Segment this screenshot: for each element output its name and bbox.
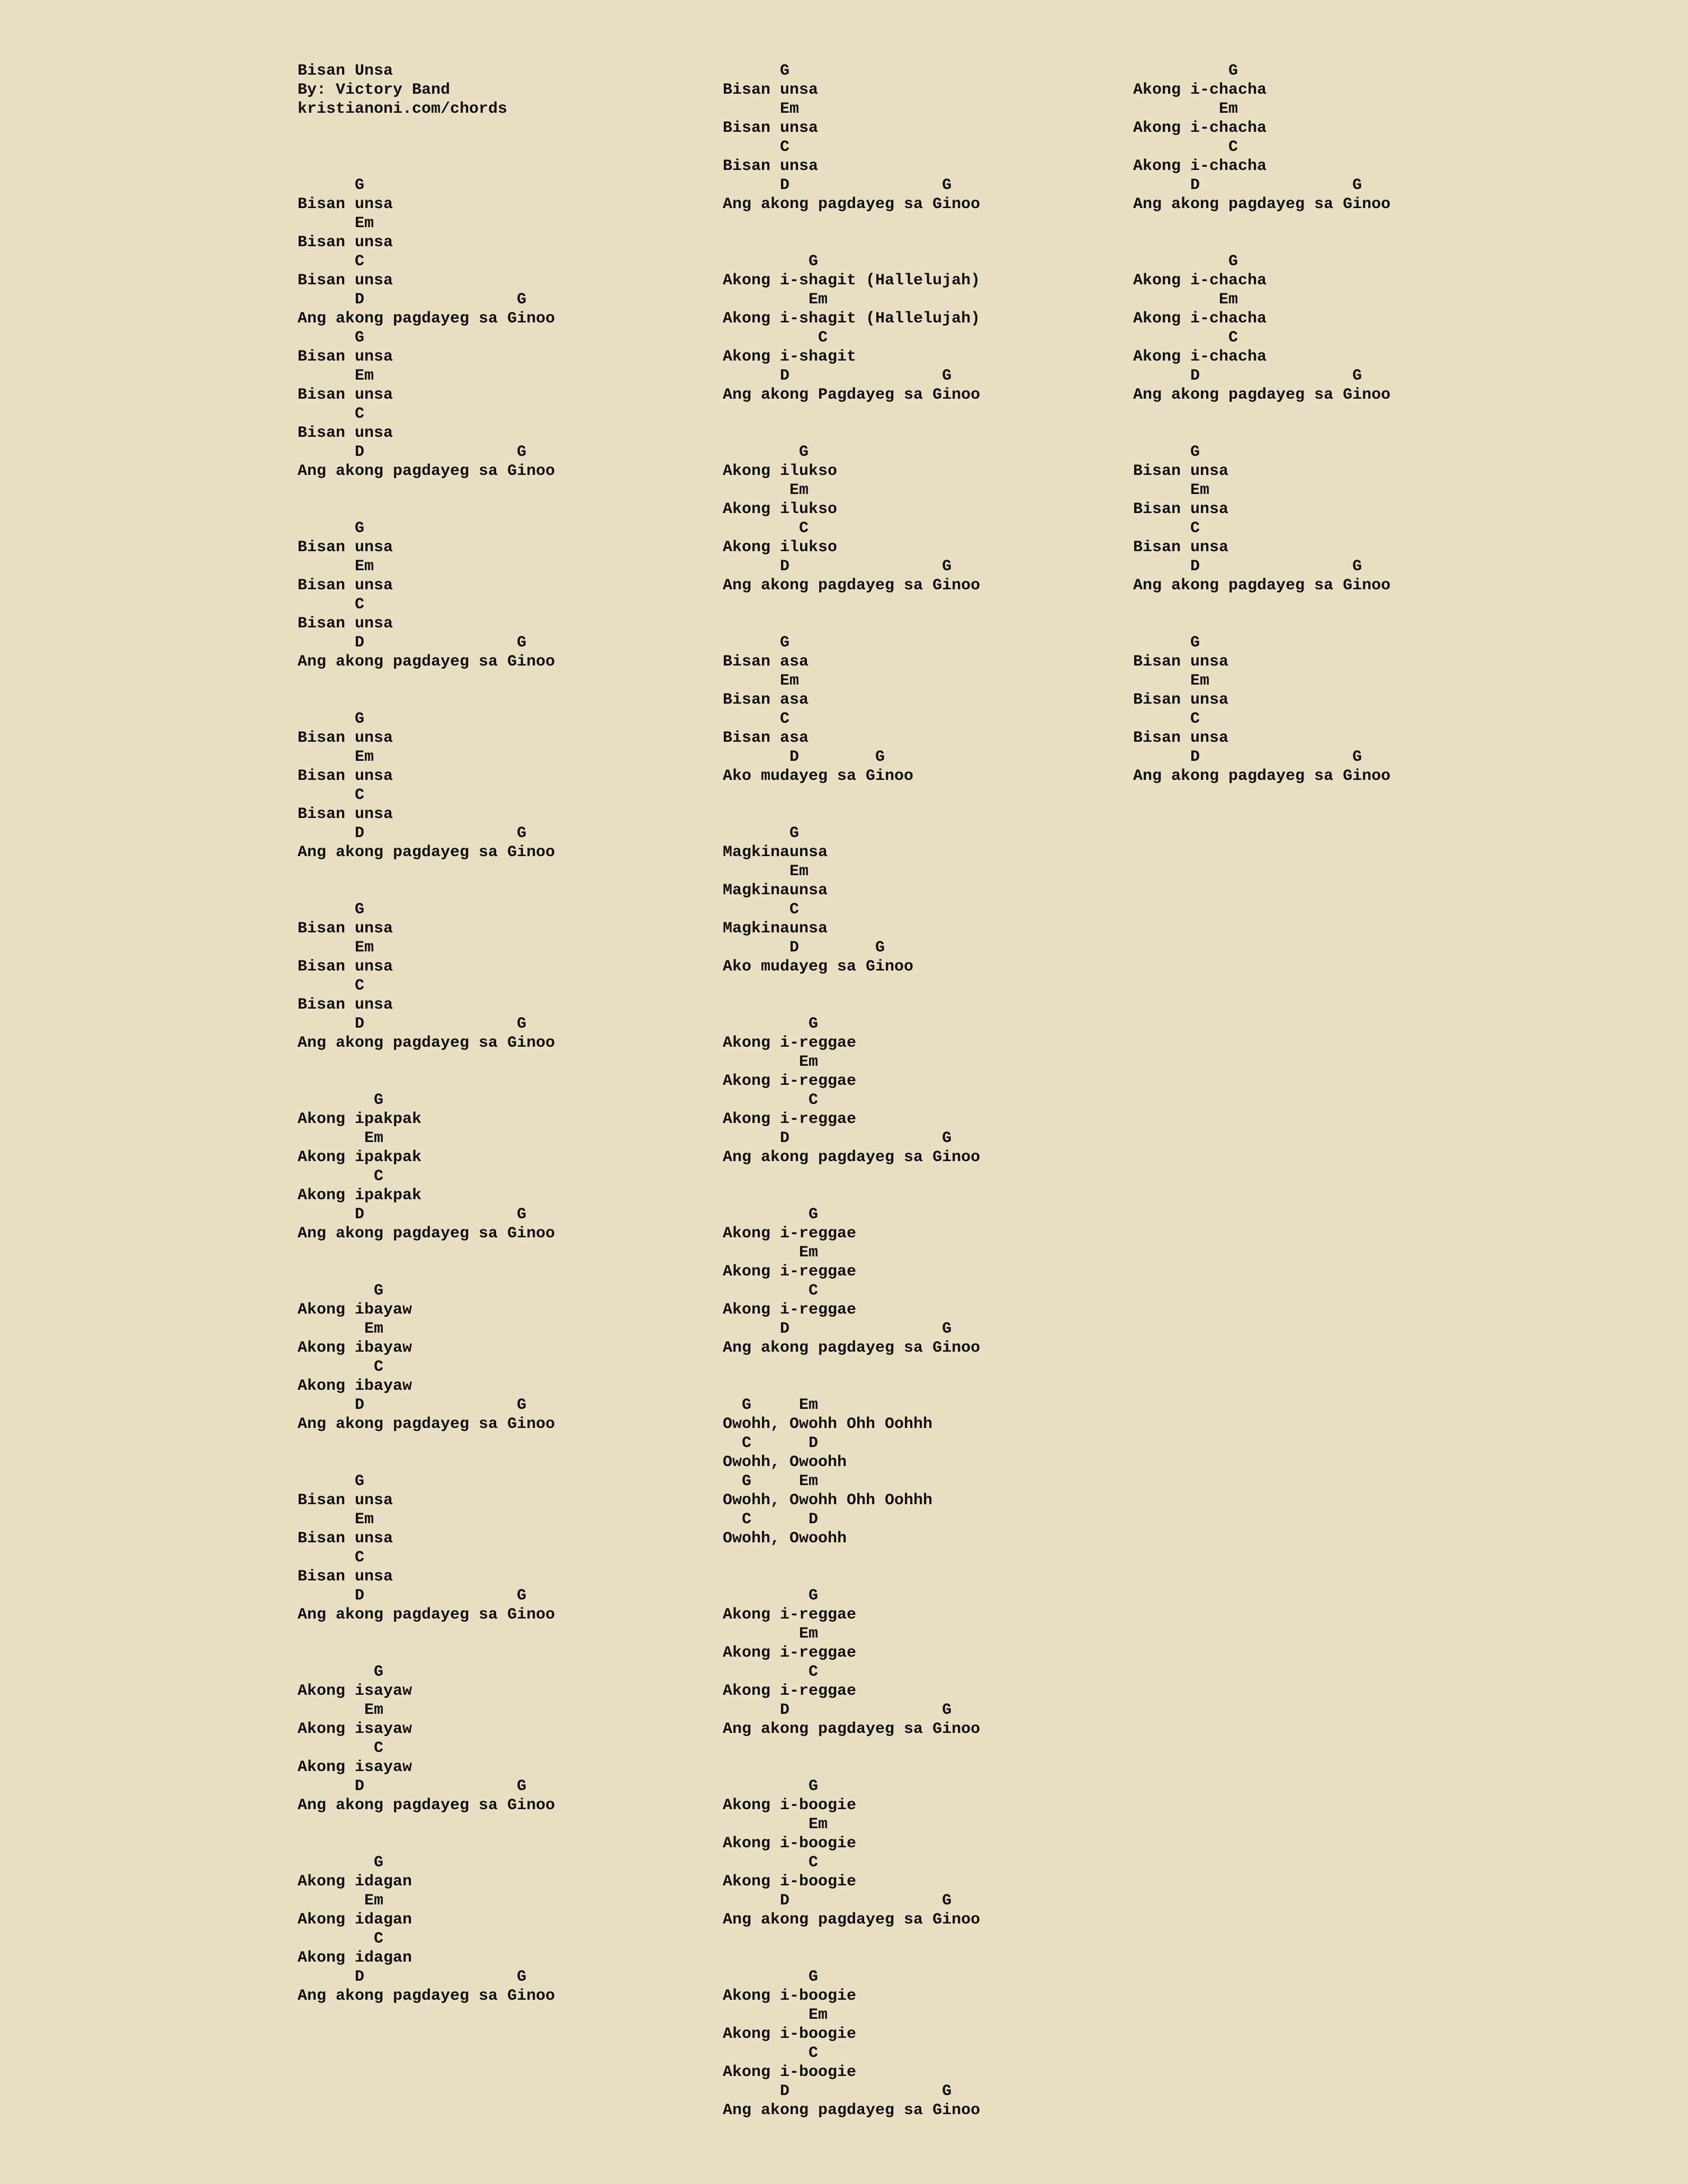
chord-line: G [1133,62,1238,80]
chord-line: G [1133,253,1238,271]
source-credit: kristianoni.com/chords [298,100,508,118]
blank-line [723,1948,980,1967]
chord-line: G [298,901,365,919]
lyric-line: Bisan unsa [298,767,393,785]
blank-line [298,481,555,500]
lyric-line: Ang akong pagdayeg sa Ginoo [723,1148,981,1166]
lyric-line: Owohh, Owohh Ohh Oohhh [723,1415,933,1433]
blank-line [723,1758,980,1777]
lyric-line: Ang akong pagdayeg sa Ginoo [723,577,981,595]
lyric-line: Akong i-chacha [1133,272,1267,290]
blank-line [723,1929,980,1948]
lyric-line: Akong isayaw [298,1720,412,1738]
chord-line: D G [298,1777,527,1795]
chord-line: G [1133,634,1200,652]
lyric-line: Akong i-shagit (Hallelujah) [723,272,981,290]
chord-line: C [723,901,800,919]
chord-line: Em [723,862,809,880]
chord-line: C [723,710,790,728]
lyric-line: Bisan unsa [723,81,819,99]
blank-line [298,138,555,157]
chord-line: D G [1133,176,1362,194]
lyric-line: Ako mudayeg sa Ginoo [723,767,914,785]
chord-line: Em [1133,100,1238,118]
chord-line: G [723,443,809,461]
chord-line: D G [723,558,952,576]
lyric-line: Ang akong pagdayeg sa Ginoo [723,1720,981,1738]
lyric-line: Akong ibayaw [298,1339,412,1357]
chord-line: C [298,1167,384,1185]
lyric-line: Akong i-boogie [723,2025,857,2043]
lyric-line: Ang akong pagdayeg sa Ginoo [723,1339,981,1357]
chord-line: G [298,176,365,194]
lyric-line: Bisan unsa [298,615,393,633]
chord-line: Em [723,291,828,309]
lyric-line: Bisan unsa [1133,538,1229,556]
blank-line [1133,233,1390,252]
lyric-line: Akong i-reggae [723,1225,857,1243]
chord-line: G [298,1091,384,1109]
lyric-line: Bisan unsa [298,538,393,556]
chord-line: G [298,710,365,728]
blank-line [723,995,980,1014]
chord-line: D G [298,1015,527,1033]
lyric-line: Ang akong pagdayeg sa Ginoo [1133,577,1391,595]
lyric-line: Ang akong pagdayeg sa Ginoo [298,1606,555,1624]
chord-line: D G [298,1968,527,1986]
lyric-line: Ang akong pagdayeg sa Ginoo [298,843,555,861]
chord-line: Em [298,1511,374,1529]
chord-line: D G [298,291,527,309]
chord-line: C [298,596,365,614]
lyric-line: Ang akong pagdayeg sa Ginoo [1133,195,1391,213]
blank-line [298,157,555,176]
lyric-line: Akong ilukso [723,538,838,556]
chord-line: Em [723,1053,819,1071]
blank-line [723,1567,980,1586]
lyric-line: Bisan unsa [298,195,393,213]
chord-line: C [1133,329,1238,347]
lyric-line: Bisan unsa [298,577,393,595]
lyric-line: Bisan unsa [1133,500,1229,518]
lyric-line: Akong ibayaw [298,1377,412,1395]
lyric-line: Akong idagan [298,1949,412,1967]
lyric-line: Akong ilukso [723,462,838,480]
lyric-line: Bisan unsa [298,920,393,938]
chord-line: Em [723,1244,819,1262]
lyric-line: Ang akong pagdayeg sa Ginoo [298,1415,555,1433]
lyric-line: Akong i-chacha [1133,310,1267,328]
chord-line: D G [723,1701,952,1719]
lyric-line: Bisan asa [723,729,809,747]
blank-line [298,881,555,900]
lyric-line: Akong ipakpak [298,1187,422,1205]
lyric-line: Bisan unsa [1133,462,1229,480]
lyric-line: Ang akong pagdayeg sa Ginoo [723,1911,981,1929]
chord-line: D G [723,1129,952,1147]
lyric-line: Akong i-chacha [1133,119,1267,137]
lyric-line: Ang akong pagdayeg sa Ginoo [298,1225,555,1243]
lyric-line: Bisan unsa [298,424,393,442]
chord-line: Em [298,748,374,766]
chord-line: Em [723,2006,828,2024]
chord-line: D G [1133,748,1362,766]
lyric-line: Ang akong pagdayeg sa Ginoo [298,1034,555,1052]
lyric-line: Bisan unsa [1133,729,1229,747]
blank-line [298,1453,555,1472]
lyric-line: Bisan unsa [298,805,393,823]
chord-line: Em [723,1625,819,1643]
blank-line [298,690,555,709]
lyric-line: Akong i-reggae [723,1072,857,1090]
lyric-line: Ang akong pagdayeg sa Ginoo [298,462,555,480]
lyric-line: Akong isayaw [298,1682,412,1700]
blank-line [298,1643,555,1662]
song-title: Bisan Unsa [298,62,393,80]
lyric-line: Akong i-chacha [1133,348,1267,366]
chord-line: G [723,824,800,842]
chord-line: Em [298,939,374,957]
lyric-line: Akong ipakpak [298,1148,422,1166]
lyric-line: Akong i-reggae [723,1644,857,1662]
blank-line [298,119,555,138]
lyric-line: Akong i-boogie [723,1796,857,1814]
chord-line: C [298,253,365,271]
blank-line [298,862,555,881]
blank-line [723,405,980,424]
chord-line: G [298,1854,384,1872]
chord-line: C D [723,1434,819,1452]
blank-line [723,786,980,805]
chord-line: C [298,786,365,804]
chord-line: C [298,1549,365,1567]
chord-line: Em [723,1815,828,1834]
chord-line: D G [723,367,952,385]
lyric-line: Akong i-reggae [723,1682,857,1700]
lyric-line: Bisan asa [723,691,809,709]
blank-line [723,1186,980,1205]
chord-line: Em [1133,672,1210,690]
blank-line [298,671,555,690]
chord-line: D G [1133,558,1362,576]
chord-line: C [298,1930,384,1948]
blank-line [723,805,980,824]
lyric-line: Ako mudayeg sa Ginoo [723,958,914,976]
lyric-line: Akong ipakpak [298,1110,422,1128]
artist-credit: By: Victory Band [298,81,451,99]
chord-line: Em [298,214,374,232]
chord-line: D G [723,1320,952,1338]
chord-line: D G [723,1892,952,1910]
blank-line [298,1243,555,1262]
blank-line [298,1815,555,1834]
blank-line [298,1834,555,1853]
blank-line [298,1624,555,1643]
chord-line: C [1133,519,1200,537]
lyric-line: Ang akong pagdayeg sa Ginoo [298,653,555,671]
chord-line: D G [723,939,885,957]
lyric-line: Akong i-reggae [723,1606,857,1624]
blank-line [723,1739,980,1758]
lyric-line: Akong isayaw [298,1758,412,1776]
blank-line [1133,405,1390,424]
lyric-line: Akong i-shagit (Hallelujah) [723,310,981,328]
chord-line: G [723,634,790,652]
chord-line: D G [298,1587,527,1605]
lyric-line: Bisan unsa [298,1491,393,1509]
blank-line [298,1072,555,1091]
chord-line: Em [298,558,374,576]
blank-line [723,1377,980,1396]
lyric-line: Magkinaunsa [723,843,828,861]
blank-line [298,1053,555,1072]
chord-line: C [723,519,809,537]
lyric-line: Akong i-shagit [723,348,857,366]
chord-line: G Em [723,1472,819,1490]
lyric-line: Ang akong Pagdayeg sa Ginoo [723,386,981,404]
lyric-line: Akong idagan [298,1911,412,1929]
chord-line: D G [723,2082,952,2100]
blank-line [723,1358,980,1377]
blank-line [723,976,980,995]
blank-line [298,1434,555,1453]
chord-line: D G [1133,367,1362,385]
chord-line: G [723,1015,819,1033]
blank-line [723,595,980,614]
blank-line [723,614,980,633]
blank-line [298,1262,555,1281]
lyric-line: Ang akong pagdayeg sa Ginoo [298,1987,555,2005]
chord-line: G [723,1777,819,1795]
lyric-line: Ang akong pagdayeg sa Ginoo [1133,386,1391,404]
blank-line [723,233,980,252]
chord-line: G [723,253,819,271]
blank-line [298,500,555,519]
chord-sheet-column-1 [298,61,555,2006]
chord-line: Em [298,367,374,385]
chord-line: G [298,1663,384,1681]
lyric-line: Bisan unsa [298,272,393,290]
chord-line: D G [298,1206,527,1224]
chord-line: D G [723,176,952,194]
chord-line: C [723,329,828,347]
lyric-line: Akong i-reggae [723,1034,857,1052]
lyric-line: Akong i-chacha [1133,157,1267,175]
chord-line: D G [298,443,527,461]
lyric-line: Akong i-reggae [723,1301,857,1319]
blank-line [1133,424,1390,443]
lyric-line: Bisan asa [723,653,809,671]
lyric-line: Ang akong pagdayeg sa Ginoo [723,195,981,213]
blank-line [723,1548,980,1567]
blank-line [1133,595,1390,614]
chord-line: C [723,1091,819,1109]
lyric-line: Bisan unsa [298,386,393,404]
blank-line [1133,614,1390,633]
chord-line: C [298,1358,384,1376]
chord-line: D G [298,1396,527,1414]
lyric-line: Magkinaunsa [723,882,828,900]
chord-line: C [1133,710,1200,728]
chord-line: C D [723,1511,819,1529]
lyric-line: Owohh, Owohh Ohh Oohhh [723,1491,933,1509]
chord-line: G [723,62,790,80]
lyric-line: Bisan unsa [723,157,819,175]
chord-line: G [298,1282,384,1300]
lyric-line: Ang akong pagdayeg sa Ginoo [1133,767,1391,785]
chord-line: G [298,1472,365,1490]
lyric-line: Bisan unsa [298,1568,393,1586]
chord-line: C [723,2044,819,2062]
chord-line: G [723,1968,819,1986]
chord-line: Em [1133,481,1210,499]
chord-line: C [298,977,365,995]
lyric-line: Akong i-reggae [723,1263,857,1281]
lyric-line: Owohh, Owoohh [723,1530,847,1548]
chord-line: Em [298,1701,384,1719]
chord-line: G [298,329,365,347]
lyric-line: Akong i-chacha [1133,81,1267,99]
lyric-line: Owohh, Owoohh [723,1453,847,1471]
chord-line: C [723,1854,819,1872]
lyric-line: Akong i-boogie [723,2063,857,2081]
blank-line [723,424,980,443]
chord-line: Em [298,1320,384,1338]
chord-line: C [723,138,790,156]
chord-line: G [723,1587,819,1605]
lyric-line: Bisan unsa [298,1530,393,1548]
chord-line: C [723,1663,819,1681]
lyric-line: Bisan unsa [1133,653,1229,671]
lyric-line: Ang akong pagdayeg sa Ginoo [298,310,555,328]
chord-line: Em [723,100,800,118]
lyric-line: Ang akong pagdayeg sa Ginoo [298,1796,555,1814]
chord-line: D G [298,634,527,652]
chord-line: Em [298,1892,384,1910]
chord-line: D G [298,824,527,842]
chord-sheet-column-3 [1133,61,1390,786]
chord-line: G [298,519,365,537]
lyric-line: Akong i-boogie [723,1835,857,1853]
lyric-line: Akong i-boogie [723,1873,857,1891]
lyric-line: Bisan unsa [298,996,393,1014]
chord-line: Em [723,672,800,690]
lyric-line: Akong ibayaw [298,1301,412,1319]
lyric-line: Akong i-boogie [723,1987,857,2005]
chord-line: Em [298,1129,384,1147]
chord-line: G [1133,443,1200,461]
lyric-line: Magkinaunsa [723,920,828,938]
chord-line: Em [1133,291,1238,309]
lyric-line: Bisan unsa [298,348,393,366]
lyric-line: Bisan unsa [298,729,393,747]
lyric-line: Bisan unsa [1133,691,1229,709]
chord-line: C [298,1739,384,1757]
chord-line: C [298,405,365,423]
lyric-line: Akong idagan [298,1873,412,1891]
chord-line: G Em [723,1396,819,1414]
lyric-line: Akong ilukso [723,500,838,518]
chord-line: Em [723,481,809,499]
blank-line [1133,214,1390,233]
lyric-line: Bisan unsa [298,233,393,251]
lyric-line: Ang akong pagdayeg sa Ginoo [723,2101,981,2119]
chord-sheet-column-2 [723,61,980,2120]
blank-line [723,214,980,233]
chord-line: C [1133,138,1238,156]
lyric-line: Bisan unsa [723,119,819,137]
blank-line [723,1167,980,1186]
lyric-line: Bisan unsa [298,958,393,976]
chord-line: C [723,1282,819,1300]
chord-line: D G [723,748,885,766]
chord-line: G [723,1206,819,1224]
lyric-line: Akong i-reggae [723,1110,857,1128]
